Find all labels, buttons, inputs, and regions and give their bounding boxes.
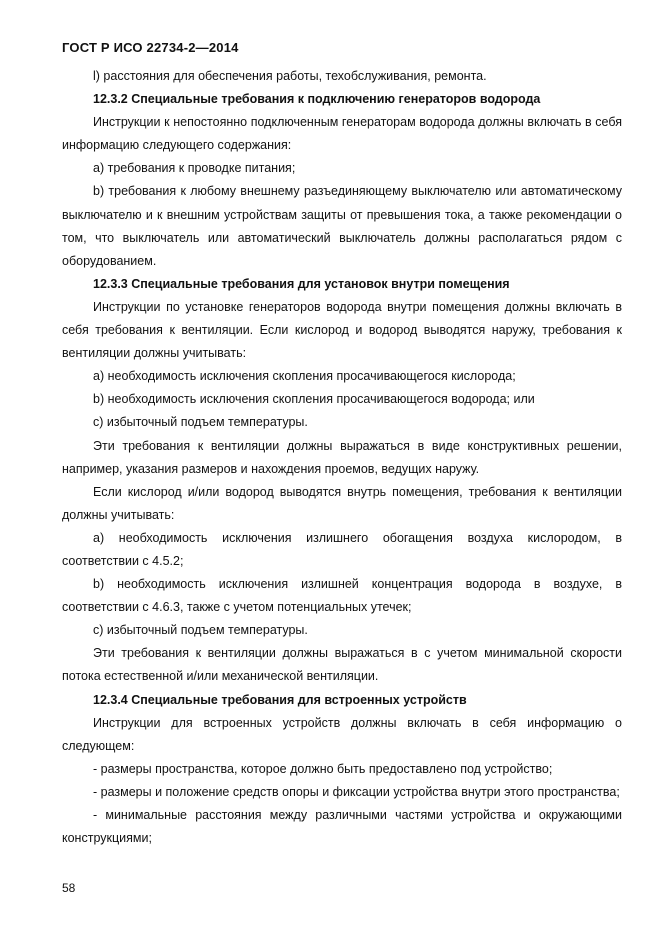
document-body [62, 65, 622, 850]
list-item: a) необходимость исключения скопления просачивающегося кислорода; [93, 369, 516, 384]
paragraph: Инструкции к непостоянно подключенным генераторам водорода должны включать в себя информацию следующего содержания: [62, 115, 622, 153]
list-item: a) требования к проводке питания; [93, 161, 296, 176]
paragraph: Инструкции для встроенных устройств должны включать в себя информацию о следующем: [62, 715, 622, 753]
document-header: ГОСТ Р ИСО 22734-2—2014 [62, 40, 239, 55]
list-item: - размеры и положение средств опоры и фиксации устройства внутри этого пространства; [93, 784, 620, 799]
paragraph: Эти требования к вентиляции должны выражаться в с учетом минимальной скорости потока естественной и/или механической вентиляции. [62, 646, 622, 684]
section-heading: 12.3.2 Специальные требования к подключению генераторов водорода [93, 92, 541, 107]
paragraph: Если кислород и/или водород выводятся внутрь помещения, требования к вентиляции должны учитывать: [62, 484, 622, 522]
paragraph: Инструкции по установке генераторов водорода внутри помещения должны включать в себя требования к вентиляции. Если кислород и водород выводятся наружу, требования к вентиляции должны учитывать: [62, 299, 622, 361]
list-item: - минимальные расстояния между различными частями устройства и окружающими конструкциями; [62, 808, 622, 846]
list-item: l) расстояния для обеспечения работы, техобслуживания, ремонта. [93, 69, 487, 83]
section-heading: 12.3.3 Специальные требования для установок внутри помещения [93, 276, 510, 291]
list-item: c) избыточный подъем температуры. [93, 623, 308, 638]
list-item: a) необходимость исключения излишнего обогащения воздуха кислородом, в соответствии с 4.5.2; [62, 530, 622, 568]
list-item: c) избыточный подъем температуры. [93, 415, 308, 430]
list-item: b) необходимость исключения скопления просачивающегося водорода; или [93, 392, 535, 407]
list-item: b) необходимость исключения излишней концентрация водорода в воздухе, в соответствии с 4.6.3, также с учетом потенциальных утечек; [62, 577, 622, 615]
paragraph: Эти требования к вентиляции должны выражаться в виде конструктивных решении, например, указания размеров и нахождения проемов, ведущих наружу. [62, 438, 622, 476]
section-heading: 12.3.4 Специальные требования для встроенных устройств [93, 692, 467, 707]
page-number: 58 [62, 881, 76, 895]
list-item: b) требования к любому внешнему разъединяющему выключателю или автоматическому выключателю и к внешним устройствам защиты от превышения тока, а также рекомендации о том, что выключатель или автоматический выключатель должны располагаться рядом с оборудованием. [62, 184, 622, 268]
list-item: - размеры пространства, которое должно быть предоставлено под устройство; [93, 761, 553, 776]
